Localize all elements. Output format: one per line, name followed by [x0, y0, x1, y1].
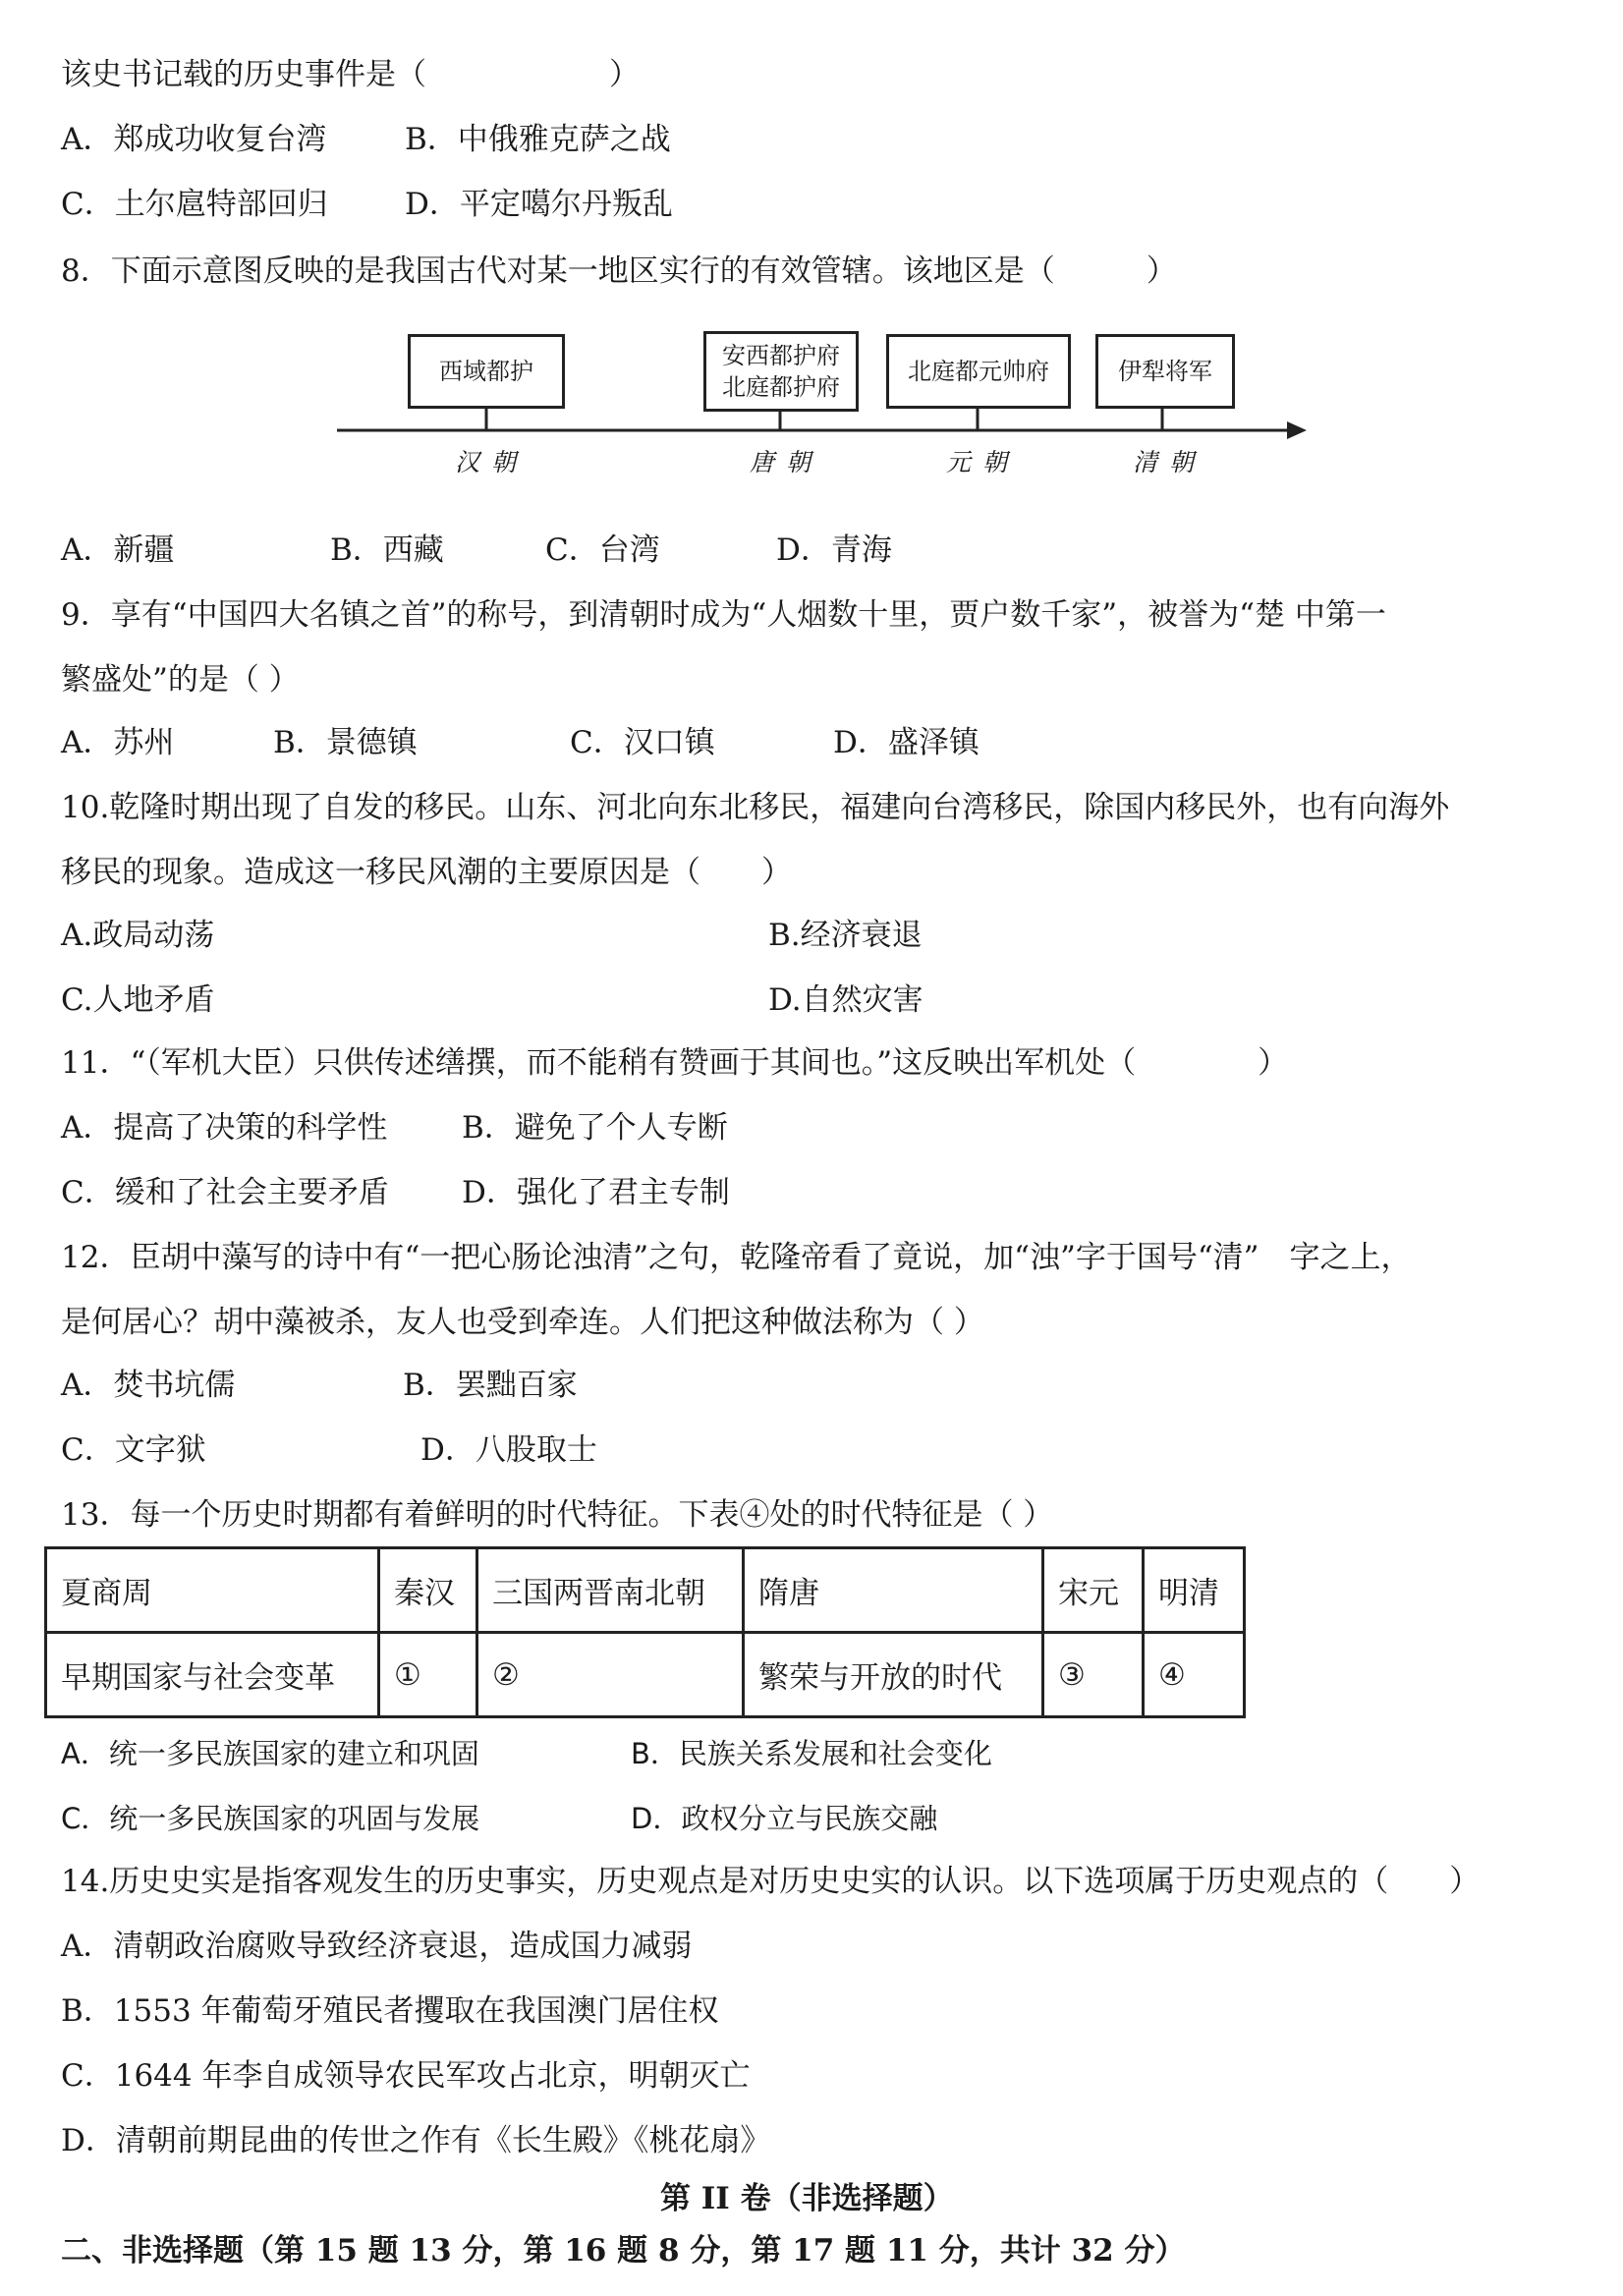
q10-option-a: A.政局动荡: [61, 918, 215, 953]
table-cell: 秦汉: [379, 1548, 477, 1633]
q13-era-table: [44, 1546, 1246, 1718]
q8-option-b: B．西藏: [330, 532, 444, 568]
q8-option-c: C．台湾: [545, 532, 660, 568]
q12-option-b: B．罢黜百家: [403, 1368, 578, 1403]
q13-option-b: B．民族关系发展和社会变化: [631, 1737, 992, 1770]
q10-stem-line2: 移民的现象。造成这一移民风潮的主要原因是（ ）: [61, 855, 792, 890]
table-cell: 繁荣与开放的时代: [744, 1633, 1043, 1717]
era-label-qing: 清朝: [1133, 448, 1206, 476]
q12-stem-line1: 12．臣胡中藻写的诗中有“一把心肠论浊清”之句，乾隆帝看了竟说，加“浊”字于国号“清” 字之上，: [61, 1240, 1412, 1275]
diagram-box-label: 伊犁将军: [1118, 358, 1212, 385]
q7-option-d: D．平定噶尔丹叛乱: [405, 187, 673, 222]
q9-option-a: A．苏州: [61, 725, 175, 760]
diagram-box-label: 北庭都护府: [722, 373, 840, 401]
table-row: [46, 1633, 1245, 1717]
table-cell: 早期国家与社会变革: [46, 1633, 379, 1717]
q7-option-c: C．土尔扈特部回归: [61, 187, 328, 222]
q9-stem-line2: 繁盛处”的是（ ）: [61, 662, 300, 698]
q7-option-b: B．中俄雅克萨之战: [405, 122, 671, 157]
table-cell: 明清: [1144, 1548, 1245, 1633]
q9-option-d: D．盛泽镇: [833, 725, 979, 760]
q14-option-d: D．清朝前期昆曲的传世之作有《长生殿》《桃花扇》: [61, 2123, 771, 2158]
q10-option-c: C.人地矛盾: [61, 982, 215, 1018]
q8-option-d: D．青海: [776, 532, 892, 568]
diagram-box-tang: [703, 331, 859, 412]
q8-stem: 8．下面示意图反映的是我国古代对某一地区实行的有效管辖。该地区是（ ）: [61, 253, 1177, 289]
table-cell: 隋唐: [744, 1548, 1043, 1633]
era-label-yuan: 元朝: [946, 448, 1020, 476]
table-cell: ②: [477, 1633, 744, 1717]
q7-option-a: A．郑成功收复台湾: [61, 122, 327, 157]
q14-option-a: A．清朝政治腐败导致经济衰退，造成国力减弱: [61, 1929, 693, 1964]
q9-option-b: B．景德镇: [273, 725, 418, 760]
diagram-box-yuan: [886, 334, 1071, 409]
q12-stem-line2: 是何居心？胡中藻被杀，友人也受到牵连。人们把这种做法称为（ ）: [61, 1305, 984, 1340]
q11-option-a: A．提高了决策的科学性: [61, 1110, 388, 1146]
table-cell: 宋元: [1043, 1548, 1144, 1633]
part2-heading: 二、非选择题（第 15 题 13 分，第 16 题 8 分，第 17 题 11 分，共计 32 分）: [61, 2233, 1186, 2268]
q13-option-d: D．政权分立与民族交融: [631, 1802, 938, 1835]
q10-option-d: D.自然灾害: [768, 982, 923, 1018]
diagram-box-label: 安西都护府: [722, 342, 840, 369]
part2-title: 第 II 卷（非选择题）: [660, 2181, 954, 2216]
q13-stem: 13．每一个历史时期都有着鲜明的时代特征。下表④处的时代特征是（ ）: [61, 1497, 1054, 1533]
q14-option-b: B．1553 年葡萄牙殖民者攫取在我国澳门居住权: [61, 1993, 719, 2029]
table-cell: 三国两晋南北朝: [477, 1548, 744, 1633]
table-cell: ①: [379, 1633, 477, 1717]
era-label-tang: 唐朝: [750, 448, 823, 476]
q7-stem: 该史书记载的历史事件是（ ）: [61, 57, 640, 92]
diagram-box-label: 西域都护: [439, 358, 533, 385]
q13-option-a: A．统一多民族国家的建立和巩固: [61, 1737, 479, 1770]
table-cell: ④: [1144, 1633, 1245, 1717]
q11-option-d: D．强化了君主专制: [462, 1175, 730, 1210]
q11-stem: 11．“（军机大臣）只供传述缮撰，而不能稍有赞画于其间也。”这反映出军机处（ ）: [61, 1045, 1289, 1081]
q10-option-b: B.经济衰退: [768, 918, 923, 953]
q14-option-c: C．1644 年李自成领导农民军攻占北京，明朝灭亡: [61, 2058, 751, 2094]
q8-option-a: A．新疆: [61, 532, 175, 568]
diagram-box-han: [408, 334, 565, 409]
q13-option-c: C．统一多民族国家的巩固与发展: [61, 1802, 480, 1835]
q11-option-b: B．避免了个人专断: [462, 1110, 728, 1146]
q14-stem: 14.历史史实是指客观发生的历史事实，历史观点是对历史史实的认识。以下选项属于历史观点的（ ）: [61, 1864, 1481, 1899]
q12-option-d: D．八股取士: [420, 1432, 597, 1468]
q12-option-a: A．焚书坑儒: [61, 1368, 236, 1403]
q11-option-c: C．缓和了社会主要矛盾: [61, 1175, 389, 1210]
diagram-box-qing: [1095, 334, 1235, 409]
era-label-han: 汉朝: [455, 448, 529, 476]
q10-stem-line1: 10.乾隆时期出现了自发的移民。山东、河北向东北移民，福建向台湾移民，除国内移民外，也有向海外: [61, 790, 1450, 825]
q12-option-c: C．文字狱: [61, 1432, 206, 1468]
q9-option-c: C．汉口镇: [570, 725, 715, 760]
table-cell: ③: [1043, 1633, 1144, 1717]
table-cell: 夏商周: [46, 1548, 379, 1633]
q9-stem-line1: 9．享有“中国四大名镇之首”的称号，到清朝时成为“人烟数十里，贾户数千家”，被誉为“楚 中第一: [61, 597, 1386, 633]
table-row: [46, 1548, 1245, 1633]
diagram-box-label: 北庭都元帅府: [908, 358, 1049, 385]
q8-timeline-diagram: [329, 319, 1312, 486]
